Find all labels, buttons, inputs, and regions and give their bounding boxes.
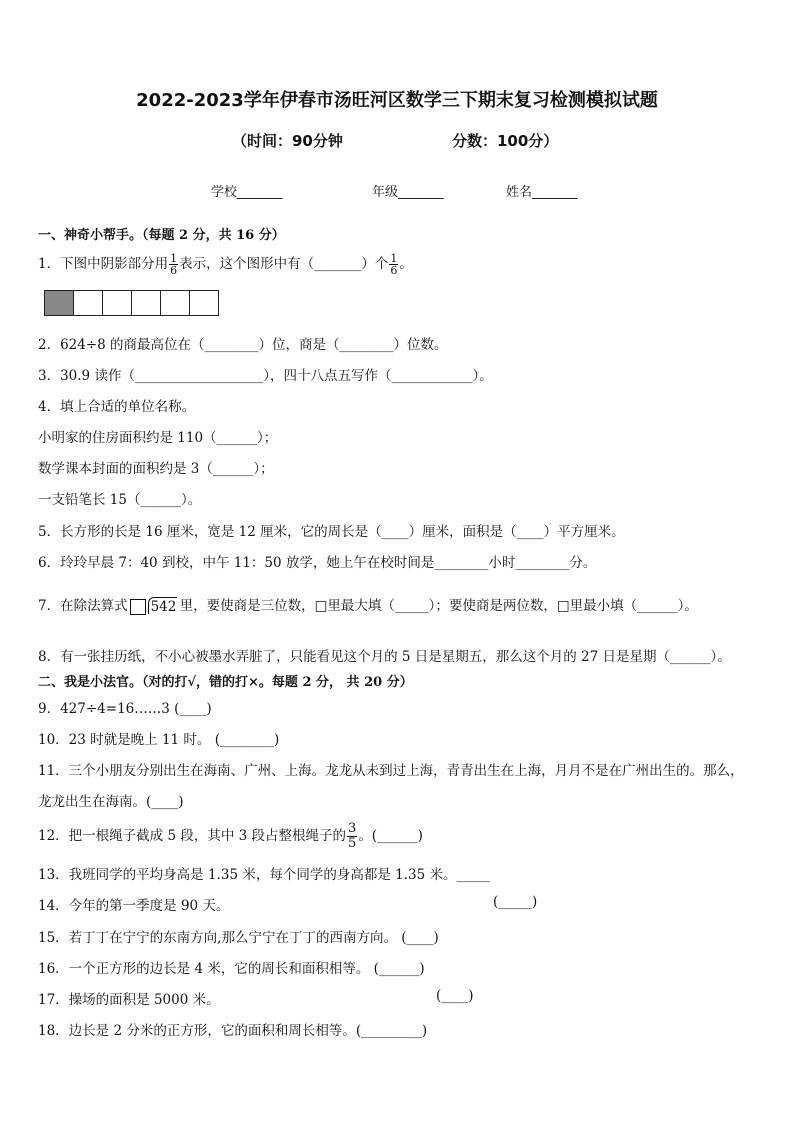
school-field: 学校_______: [211, 185, 283, 200]
question-11-line-2: 龙龙出生在海南。(____): [38, 794, 184, 810]
question-15: 15．若丁丁在宁宁的东南方向,那么宁宁在丁丁的西南方向。 (____): [38, 930, 439, 946]
question-1: 1．下图中阴影部分用 $\frac{1}{6}$ 表示，这个图形中有（_______）个 $\frac{1}{6}$ 。: [38, 252, 413, 277]
question-3: 3．30.9 读作（___________________），四十八点五写作（____________）。: [38, 368, 493, 384]
question-18: 18．边长是 2 分米的正方形，它的面积和周长相等。(_________): [38, 1023, 428, 1039]
fraction-strip: [44, 290, 219, 316]
question-6: 6．玲玲早晨 7：40 到校，中午 11：50 放学，她上午在校时间是________小时________分。: [38, 555, 597, 571]
question-10: 10．23 时就是晚上 11 时。 (________): [38, 732, 280, 748]
blank-cell: [189, 290, 219, 316]
blank-cell: [131, 290, 161, 316]
blank-cell: [102, 290, 132, 316]
time-limit: （时间：90分钟: [232, 132, 343, 150]
question-2: 2．624÷8 的商最高位在（________）位，商是（________）位数。: [38, 337, 448, 353]
question-4a: 小明家的住房面积约是 110（______）；: [38, 430, 278, 446]
question-11-line-1: 11．三个小朋友分别出生在海南、广州、上海。龙龙从未到过上海，青青出生在上海，月月不是在广州出生的。那么，: [38, 763, 744, 779]
question-7: 7．在除法算式 542 里，要使商是三位数，□里最大填（_____）；要使商是两位数，□里最小填（______）。: [38, 598, 698, 615]
question-4: 4．填上合适的单位名称。: [38, 399, 196, 415]
question-4c: 一支铅笔长 15（______）。: [38, 492, 202, 508]
section-1-heading: 一、神奇小帮手。（每题 2 分，共 16 分）: [38, 228, 285, 243]
section-2-heading: 二、我是小法官。（对的打√，错的打×。每题 2 分， 共 20 分）: [38, 675, 413, 690]
question-14-answer: (_____): [493, 894, 538, 910]
total-score: 分数：100分）: [452, 132, 559, 150]
long-division-sign: 542: [128, 597, 180, 617]
blank-cell: [73, 290, 103, 316]
question-13: 13．我班同学的平均身高是 1.35 米，每个同学的身高都是 1.35 米。_____: [38, 867, 491, 883]
question-8: 8．有一张挂历纸，不小心被墨水弄脏了，只能看见这个月的 5 日是星期五，那么这个月的 27 日是星期（______）。: [38, 649, 731, 665]
blank-cell: [160, 290, 190, 316]
question-4b: 数学课本封面的面积约是 3（______）；: [38, 461, 274, 477]
question-17: 17．操场的面积是 5000 米。: [38, 992, 220, 1008]
question-12: 12．把一根绳子截成 5 段，其中 3 段占整根绳子的 $\frac{3}{5}$ 。(______): [38, 821, 423, 851]
blank-digit-box: [130, 599, 146, 615]
shaded-cell: [44, 290, 74, 316]
exam-title: 2022-2023学年伊春市汤旺河区数学三下期末复习检测模拟试题: [136, 90, 658, 111]
question-9: 9．427÷4=16……3 (____): [38, 701, 212, 717]
grade-field: 年级_______: [372, 185, 444, 200]
question-17-answer: (____): [436, 988, 474, 1004]
name-field: 姓名_______: [506, 185, 578, 200]
question-5: 5．长方形的长是 16 厘米，宽是 12 厘米，它的周长是（____）厘米，面积是（____）平方厘米。: [38, 524, 625, 540]
question-16: 16．一个正方形的边长是 4 米，它的周长和面积相等。 (______): [38, 961, 425, 977]
question-14: 14．今年的第一季度是 90 天。: [38, 898, 230, 914]
